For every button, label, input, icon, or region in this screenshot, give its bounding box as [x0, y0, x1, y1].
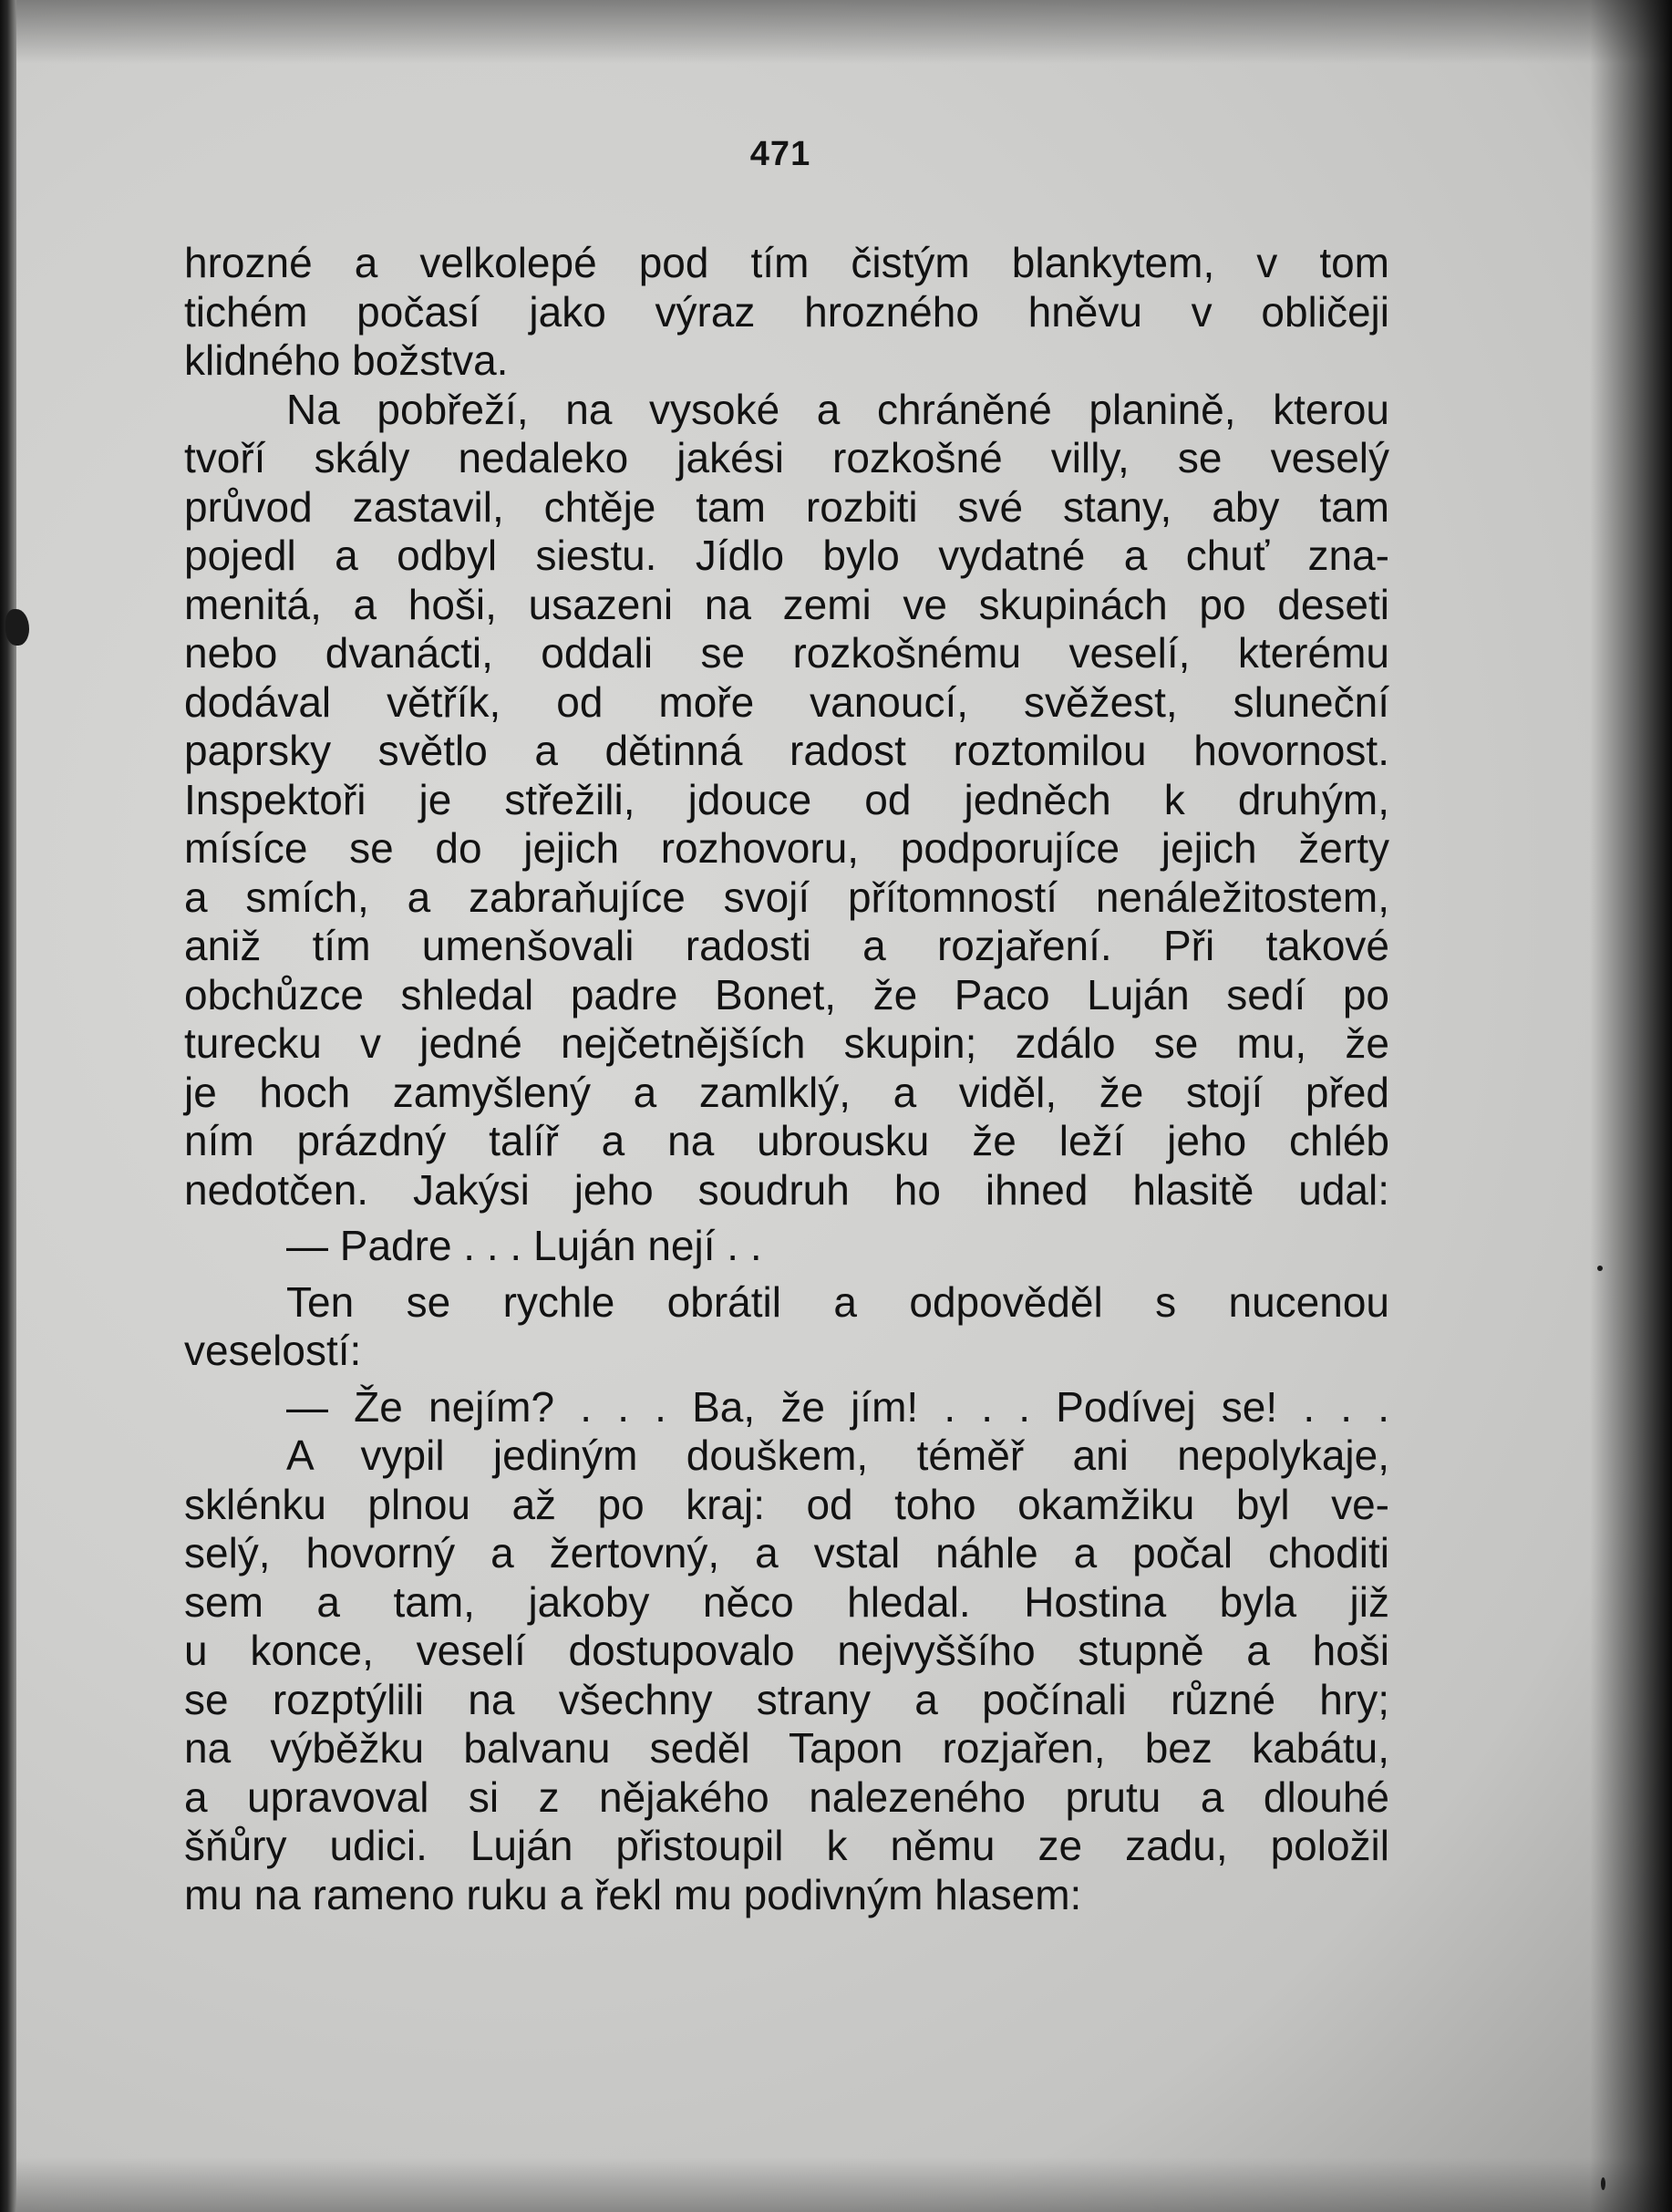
text-line: Ten se rychle obrátil a odpověděl s nucenou — [286, 1277, 1389, 1326]
page-right-shadow — [1590, 0, 1672, 2212]
text-line: nedotčen. Jakýsi jeho soudruh ho ihned hlasitě udal: — [184, 1165, 1389, 1214]
page-bottom-shadow — [0, 2157, 1672, 2212]
text-line: tvoří skály nedaleko jakési rozkošné villy, se veselý — [184, 434, 1389, 481]
text-line: veselostí: — [184, 1327, 362, 1374]
text-line: turecku v jedné nejčetnějších skupin; zdálo se mu, že — [184, 1019, 1389, 1067]
page-top-shadow — [0, 0, 1672, 64]
text-line: ním prázdný talíř a na ubrousku že leží jeho chléb — [184, 1117, 1389, 1164]
text-line: pojedl a odbyl siestu. Jídlo bylo vydatné a chuť zna- — [184, 532, 1389, 579]
text-line: sem a tam, jakoby něco hledal. Hostina byla již — [184, 1577, 1389, 1626]
text-line: hrozné a velkolepé pod tím čistým blankytem, v tom — [184, 239, 1389, 286]
ink-speck — [5, 609, 29, 646]
text-line: a upravoval si z nějakého nalezeného prutu a dlouhé — [184, 1773, 1389, 1821]
text-line: A vypil jediným douškem, téměř ani nepolykaje, — [286, 1432, 1389, 1479]
text-line: Na pobřeží, na vysoké a chráněné planině, kterou — [286, 385, 1389, 433]
text-line: dodával větřík, od moře vanoucí, svěžest, sluneční — [184, 677, 1389, 726]
text-line: tichém počasí jako výraz hrozného hněvu v obličeji — [184, 287, 1389, 336]
text-line: obchůzce shledal padre Bonet, že Paco Luján sedí po — [184, 970, 1389, 1018]
text-line: a smích, a zabraňujíce svojí přítomností nenáležitostem, — [184, 873, 1389, 921]
ink-speck — [1601, 2177, 1605, 2190]
text-line: klidného božstva. — [184, 336, 509, 384]
spacer — [184, 1215, 1389, 1222]
text-line: menitá, a hoši, usazeni na zemi ve skupinách po deseti — [184, 580, 1389, 628]
page-number: 471 — [749, 135, 811, 173]
spacer — [184, 1271, 1389, 1278]
dialogue-line: — Že nejím? . . . Ba, že jím! . . . Podívej se! . . . — [286, 1382, 1389, 1431]
text-line: se rozptýlili na všechny strany a počínali různé hry; — [184, 1675, 1389, 1723]
text-line: aniž tím umenšovali radosti a rozjaření. Při takové — [184, 922, 1389, 969]
ink-speck — [1597, 1266, 1603, 1271]
text-line: nebo dvanácti, oddali se rozkošnému veselí, kterému — [184, 629, 1389, 677]
text-line: sklénku plnou až po kraj: od toho okamžiku byl ve- — [184, 1480, 1389, 1528]
text-line: šňůry udici. Luján přistoupil k němu ze zadu, položil — [184, 1822, 1389, 1869]
text-line: Inspektoři je střežili, jdouce od jedněch k druhým, — [184, 775, 1389, 823]
dialogue-line: — Padre . . . Luján nejí . . — [286, 1222, 762, 1269]
body-text — [184, 239, 1389, 1919]
text-line: je hoch zamyšlený a zamlklý, a viděl, že stojí před — [184, 1068, 1389, 1116]
text-line: selý, hovorný a žertovný, a vstal náhle a počal choditi — [184, 1529, 1389, 1576]
text-line: paprsky světlo a dětinná radost roztomilou hovornost. — [184, 727, 1389, 774]
text-line: průvod zastavil, chtěje tam rozbiti své stany, aby tam — [184, 482, 1389, 531]
text-line: mísíce se do jejich rozhovoru, podporujíce jejich žerty — [184, 824, 1389, 872]
page-left-border — [0, 0, 16, 2212]
spacer — [184, 1376, 1389, 1383]
text-line: mu na rameno ruku a řekl mu podivným hlasem: — [184, 1870, 1082, 1918]
text-line: u konce, veselí dostupovalo nejvyššího stupně a hoši — [184, 1627, 1389, 1674]
text-line: na výběžku balvanu seděl Tapon rozjařen, bez kabátu, — [184, 1724, 1389, 1772]
